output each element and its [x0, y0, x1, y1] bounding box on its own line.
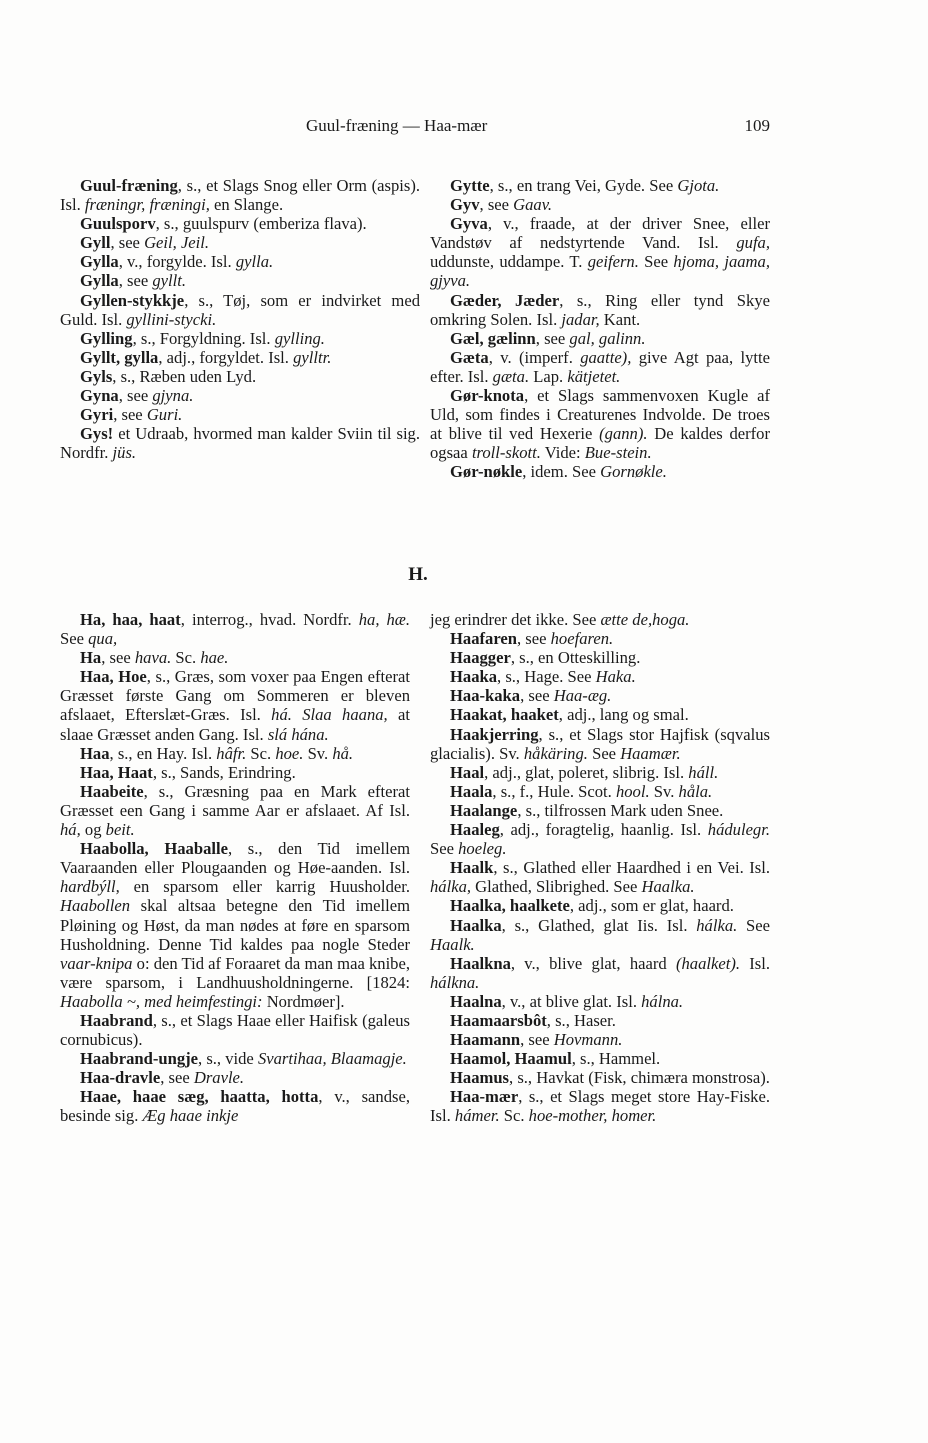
- entry-text: Kant.: [599, 309, 641, 329]
- entry-headword: Haamus: [450, 1068, 510, 1088]
- dictionary-entry: [60, 744, 410, 763]
- entry-italic: gylltr.: [293, 347, 332, 367]
- entry-text: og: [80, 820, 106, 840]
- entry-text: at slaae Græsset anden Gang. Isl.: [60, 705, 410, 744]
- entry-headword: Guul-fræning: [80, 176, 178, 195]
- dictionary-entry: [60, 1068, 410, 1087]
- entry-headword: Gyva: [450, 214, 488, 234]
- running-title: Guul-fræning — Haa-mær: [306, 116, 488, 135]
- entry-italic: Dravle.: [193, 1068, 245, 1088]
- entry-text: Lap.: [529, 366, 568, 386]
- entry-italic: hå.: [332, 743, 354, 763]
- entries-column-top-left: [60, 176, 420, 462]
- entry-italic: gufa,: [736, 233, 770, 253]
- dictionary-entry: [430, 992, 770, 1011]
- entry-italic: Haabollen: [60, 896, 131, 916]
- entry-italic: háll.: [688, 762, 719, 782]
- dictionary-entry: [430, 916, 770, 954]
- entry-headword: Gør-knota: [450, 386, 525, 406]
- entry-text: , adj., som er glat, haard.: [569, 896, 734, 916]
- entry-italic: gyllt.: [152, 271, 187, 291]
- entry-text: , s., en trang Vei, Gyde. See: [489, 176, 678, 195]
- entry-italic: Guri.: [146, 405, 183, 425]
- entry-text: , see: [520, 1030, 554, 1050]
- dictionary-entry: [430, 629, 770, 648]
- entry-italic: hálkna.: [430, 972, 480, 992]
- entry-text: Isl.: [740, 953, 771, 973]
- dictionary-entry: [430, 1030, 770, 1049]
- entry-text: , s., vide: [198, 1049, 258, 1069]
- entry-text: De kaldes derfor ogsaa: [430, 424, 770, 463]
- dictionary-entry: [430, 386, 770, 462]
- dictionary-entry: [60, 782, 410, 839]
- entry-italic: Svartihaa, Blaamagje.: [257, 1049, 407, 1069]
- entry-text: , s., Hammel.: [571, 1049, 661, 1069]
- entry-text: , see: [118, 271, 153, 291]
- dictionary-entry: [430, 214, 770, 290]
- entry-italic: hádulegr.: [707, 820, 770, 840]
- entry-text: , s., en Otteskilling.: [510, 648, 641, 668]
- entry-italic: Gornøkle.: [600, 462, 667, 482]
- entry-headword: Gyllt, gylla: [80, 347, 159, 367]
- entry-headword: Gylla: [80, 252, 119, 272]
- page-number: 109: [744, 116, 770, 135]
- entry-headword: Gyri: [80, 405, 114, 425]
- dictionary-entry: [430, 896, 770, 915]
- entry-italic: hámer.: [454, 1106, 500, 1126]
- dictionary-entry: [60, 291, 420, 329]
- dictionary-entry: [60, 1011, 410, 1049]
- entry-headword: Haa-kaka: [450, 686, 521, 706]
- entry-headword: Gylling: [80, 328, 133, 348]
- entry-italic: Haamær.: [620, 743, 681, 763]
- entry-headword: Haabrand-ungje: [80, 1049, 199, 1069]
- entry-italic: gylling.: [274, 328, 325, 348]
- entry-italic: Gjota.: [677, 176, 720, 195]
- entry-italic: kätjetet.: [567, 366, 621, 386]
- entry-headword: Haa-mær: [450, 1087, 519, 1107]
- entry-headword: Haakat, haaket: [450, 705, 559, 725]
- entry-text: , v., fraade, at der driver Snee, eller Vandstøv af nedstyrtende Vand. Isl.: [430, 214, 770, 253]
- dictionary-entry: [430, 954, 770, 992]
- dictionary-entry: [430, 1011, 770, 1030]
- dictionary-entry: [60, 667, 410, 743]
- entry-italic: gaatte),: [580, 347, 632, 367]
- entry-italic: Æg haae inkje: [142, 1106, 239, 1126]
- entry-text: , adj., forgyldet. Isl.: [158, 347, 294, 367]
- dictionary-entry: [60, 763, 410, 782]
- dictionary-entry: [430, 820, 770, 858]
- entry-text: , s., Hage. See: [497, 667, 596, 687]
- dictionary-entry: [60, 176, 420, 214]
- entry-text: skal altsaa betegne den Tid imellem Pløining og Høst, da man nødes at føre en sparsom Husholdning. Denne Tid kaldes paa nogle Steder: [60, 896, 410, 954]
- entry-text: , idem. See: [522, 462, 601, 482]
- entry-headword: Ha, haa, haat: [80, 610, 181, 629]
- entry-headword: Haafaren: [450, 629, 517, 649]
- entry-text: , see: [160, 1068, 194, 1088]
- entry-italic: hardbýll,: [60, 877, 120, 897]
- dictionary-entry: [430, 648, 770, 667]
- entry-text: give Agt paa, lytte efter. Isl.: [430, 347, 770, 386]
- dictionary-entry: [430, 801, 770, 820]
- entry-text: , v. (imperf.: [488, 347, 581, 367]
- entry-text: , s., Haser.: [546, 1010, 616, 1030]
- entry-italic: Hovmann.: [553, 1030, 623, 1050]
- entry-italic: qua,: [88, 629, 118, 649]
- entry-text: Sc.: [171, 648, 201, 668]
- entry-text: , s., Ring eller tynd Skye omkring Solen. Isl.: [430, 290, 770, 329]
- entry-text: , et Slags sammenvoxen Kugle af Uld, som findes i Creaturenes Indvolde. De troes at blive til ved Hexerie: [430, 386, 770, 444]
- entry-headword: Haal: [450, 762, 485, 782]
- entry-headword: Gyv: [450, 195, 480, 215]
- dictionary-entry: [60, 271, 420, 290]
- dictionary-entry: [60, 424, 420, 462]
- dictionary-entry: [60, 214, 420, 233]
- entry-italic: gyllini-stycki.: [126, 309, 217, 329]
- entry-text: See: [737, 915, 771, 935]
- entry-text: , s., Tøj, som er indvirket med Guld. Isl.: [60, 290, 420, 329]
- dictionary-entry: [430, 1068, 770, 1087]
- entry-italic: hoeleg.: [458, 839, 507, 859]
- entry-text: Sv.: [303, 743, 333, 763]
- dictionary-entry: [430, 195, 770, 214]
- entry-italic: hoe.: [275, 743, 304, 763]
- entry-italic: hool.: [615, 781, 650, 801]
- entry-italic: Haabolla ~, med heimfestingi:: [60, 991, 263, 1011]
- entry-text: , adj., lang og smal.: [558, 705, 689, 725]
- entry-italic: há,: [60, 820, 81, 840]
- entry-text: , s., den Tid imellem Vaaraanden eller Plougaanden og Høe-aanden. Isl.: [60, 839, 410, 878]
- entry-text: , v., sandse, besinde sig.: [60, 1087, 410, 1126]
- entry-text: , s., guulspurv (emberiza flava).: [155, 214, 367, 234]
- entry-text: Sc.: [246, 743, 276, 763]
- section-letter: H.: [408, 564, 428, 585]
- entry-text: , s., Sands, Erindring.: [152, 762, 296, 782]
- entry-italic: Bue-stein.: [584, 443, 652, 463]
- entry-headword: Haabolla, Haaballe: [80, 839, 228, 859]
- entry-text: , s., en Hay. Isl.: [109, 743, 217, 763]
- entry-text: , s., Forgyldning. Isl.: [132, 328, 275, 348]
- entry-text: , s., f., Hule. Scot.: [492, 781, 616, 801]
- entry-italic: jadar,: [561, 309, 600, 329]
- dictionary-entry: [60, 367, 420, 386]
- entry-text: Vide:: [540, 443, 585, 463]
- entry-text: Nordmøer].: [262, 991, 345, 1011]
- dictionary-entry: [60, 839, 410, 1011]
- entry-text: See: [587, 743, 621, 763]
- entry-headword: Gyll: [80, 233, 111, 253]
- entry-italic: hava.: [134, 648, 172, 668]
- entry-text: , s., tilfrossen Mark uden Snee.: [517, 800, 724, 820]
- entry-text: , s., et Slags meget store Hay-Fiske. Isl.: [430, 1087, 770, 1126]
- entry-text: See: [60, 629, 89, 649]
- dictionary-entry: [430, 782, 770, 801]
- entry-text: o: den Tid af Foraaret da man maa knibe, være sparsom, i Landhuusholdningerne. [1824:: [60, 953, 410, 992]
- entry-text: , adj., glat, poleret, slibrig. Isl.: [484, 762, 689, 782]
- entry-headword: Gylla: [80, 271, 119, 291]
- entry-text: et Udraab, hvormed man kalder Sviin til sig. Nordfr.: [60, 424, 420, 463]
- dictionary-entry: [430, 1087, 770, 1125]
- entry-text: Glathed, Slibrighed. See: [471, 877, 642, 897]
- entry-text: , see: [479, 195, 514, 215]
- entry-text: , s., et Slags Haae eller Haifisk (galeus cornubicus).: [60, 1010, 410, 1050]
- dictionary-entry: [430, 705, 770, 724]
- entry-italic: hoe-mother, homer.: [528, 1106, 657, 1126]
- dictionary-entry: [430, 291, 770, 329]
- entry-headword: Haa, Haat: [80, 762, 153, 782]
- entry-headword: Haalna: [450, 991, 502, 1011]
- dictionary-entry: [60, 386, 420, 405]
- entries-column-bottom-right: [430, 610, 770, 1126]
- entry-italic: hjoma, jaama, gjyva.: [430, 252, 770, 291]
- entry-text: uddunste, uddampe. T.: [430, 252, 588, 272]
- entry-italic: håla.: [678, 781, 713, 801]
- entry-italic: fræningr, fræningi,: [84, 195, 210, 215]
- entry-headword: Haalka: [450, 915, 502, 935]
- dictionary-entry: [430, 462, 770, 481]
- dictionary-entry: [60, 405, 420, 424]
- entry-italic: gjyna.: [152, 386, 194, 406]
- entry-headword: Haae, haae sæg, haatta, hotta: [80, 1087, 319, 1107]
- dictionary-entry: [430, 348, 770, 386]
- entry-italic: Haka.: [595, 667, 636, 687]
- dictionary-entry: [430, 610, 770, 629]
- dictionary-entry: [60, 348, 420, 367]
- entry-italic: geifern.: [587, 252, 639, 272]
- entry-italic: hálka,: [430, 877, 472, 897]
- entry-headword: Haakjerring: [450, 724, 539, 744]
- entry-italic: jüs.: [112, 443, 137, 463]
- dictionary-entry: [430, 686, 770, 705]
- entry-headword: Haalkna: [450, 953, 511, 973]
- entry-headword: Haalk: [450, 858, 494, 878]
- entry-headword: Haalka, haalkete: [450, 896, 570, 916]
- entry-headword: Haa: [80, 743, 110, 763]
- entry-text: Sc.: [499, 1106, 529, 1126]
- entry-headword: Gyna: [80, 386, 119, 406]
- entry-text: , see: [101, 648, 135, 668]
- entry-headword: Haamann: [450, 1030, 521, 1050]
- entry-headword: Gyls: [80, 366, 113, 386]
- entry-text: en Slange.: [209, 195, 284, 215]
- entry-italic: hâfr.: [216, 743, 247, 763]
- dictionary-entry: [60, 1087, 410, 1125]
- entry-headword: Gæder, Jæder: [450, 290, 560, 310]
- dictionary-entry: [430, 176, 770, 195]
- entry-text: See: [430, 839, 459, 859]
- entry-text: Sv.: [649, 781, 679, 801]
- entry-text: , see: [110, 233, 145, 253]
- entry-headword: Haala: [450, 781, 493, 801]
- entry-text: , see: [118, 386, 153, 406]
- entry-headword: Gør-nøkle: [450, 462, 523, 482]
- dictionary-entry: [430, 763, 770, 782]
- dictionary-entry: [60, 329, 420, 348]
- entry-italic: hálna.: [641, 991, 684, 1011]
- entry-text: See: [638, 252, 674, 272]
- entry-italic: hoga.: [652, 610, 690, 629]
- entry-text: , v., blive glat, haard: [510, 953, 676, 973]
- entry-text: , interrog., hvad. Nordfr.: [180, 610, 359, 629]
- dictionary-entry: [60, 1049, 410, 1068]
- dictionary-entry: [60, 233, 420, 252]
- dictionary-entry: [430, 667, 770, 686]
- entry-italic: ha, hæ.: [358, 610, 411, 629]
- entries-column-top-right: [430, 176, 770, 482]
- dictionary-entry: [60, 610, 410, 648]
- entry-text: , s., Havkat (Fisk, chimæra monstrosa).: [509, 1068, 770, 1088]
- entry-headword: Haagger: [450, 648, 511, 668]
- entry-italic: beit.: [105, 820, 135, 840]
- entry-headword: Haaleg: [450, 820, 500, 840]
- entry-italic: ætte de,: [600, 610, 653, 629]
- entry-italic: gylla.: [235, 252, 274, 272]
- entry-text: , v., forgylde. Isl.: [118, 252, 236, 272]
- entry-headword: Guulsporv: [80, 214, 156, 234]
- entry-italic: Haa-æg.: [553, 686, 612, 706]
- entry-italic: Haalka.: [641, 877, 695, 897]
- entry-italic: Haalk.: [430, 934, 475, 954]
- entry-text: en sparsom eller karrig Huusholder.: [119, 877, 410, 897]
- entry-italic: håkäring.: [523, 743, 588, 763]
- entry-text: , s., et Slags Snog eller Orm (aspis). Isl.: [60, 176, 420, 215]
- entry-headword: Haa-dravle: [80, 1068, 161, 1088]
- entry-text: , s., Glathed eller Haardhed i en Vei. Isl.: [493, 858, 770, 878]
- entry-italic: hae.: [200, 648, 229, 668]
- entry-headword: Gys!: [80, 424, 114, 444]
- entry-italic: troll-skott.: [471, 443, 541, 463]
- dictionary-entry: [430, 329, 770, 348]
- entry-headword: Haalange: [450, 800, 518, 820]
- entry-italic: hálka.: [696, 915, 738, 935]
- entry-text: , see: [516, 629, 551, 649]
- entry-text: jeg erindrer det ikke. See: [430, 610, 601, 629]
- entry-italic: slá hána.: [267, 724, 329, 744]
- entry-headword: Haaka: [450, 667, 498, 687]
- entry-italic: hoefaren.: [550, 629, 614, 649]
- entry-headword: Haamaarsbôt: [450, 1010, 547, 1030]
- entry-headword: Haamol, Haamul: [450, 1049, 572, 1069]
- entry-text: , see: [520, 686, 554, 706]
- entry-text: , see: [113, 405, 147, 425]
- dictionary-entry: [430, 725, 770, 763]
- entry-text: , s., Ræben uden Lyd.: [112, 366, 257, 386]
- entry-text: , s., Græs, som voxer paa Engen efterat Græsset første Gang om Sommeren er bleven afslaaet, Efterslæt-Græs. Isl.: [60, 667, 410, 725]
- entry-headword: Gytte: [450, 176, 490, 195]
- entry-italic: gæta.: [492, 366, 530, 386]
- entry-headword: Ha: [80, 648, 102, 668]
- dictionary-entry: [60, 252, 420, 271]
- entry-text: , adj., foragtelig, haanlig. Isl.: [499, 820, 708, 840]
- entry-italic: Geil, Jeil.: [144, 233, 210, 253]
- entry-headword: Gæl, gælinn: [450, 328, 536, 348]
- entry-text: , v., at blive glat. Isl.: [501, 991, 642, 1011]
- entry-italic: Gaav.: [513, 195, 553, 215]
- entry-text: , see: [535, 328, 570, 348]
- page-header: [80, 116, 770, 140]
- entries-column-bottom-left: [60, 610, 410, 1126]
- entry-italic: gal, galinn.: [569, 328, 646, 348]
- entry-headword: Gæta: [450, 347, 489, 367]
- entry-headword: Gyllen-stykkje: [80, 290, 185, 310]
- entry-italic: (gann).: [599, 424, 648, 444]
- entry-italic: há. Slaa haana,: [271, 705, 388, 725]
- entry-text: , s., Græsning paa en Mark efterat Græsset een Gang i samme Aar er afslaaet. Af Isl.: [60, 781, 410, 820]
- dictionary-entry: [430, 858, 770, 896]
- entry-text: , s., et Slags stor Hajfisk (sqvalus glacialis). Sv.: [430, 724, 770, 763]
- dictionary-entry: [60, 648, 410, 667]
- entry-headword: Haabeite: [80, 781, 144, 801]
- entry-text: , s., Glathed, glat Iis. Isl.: [501, 915, 697, 935]
- entry-italic: vaar-knipa: [60, 953, 133, 973]
- entry-headword: Haa, Hoe: [80, 667, 147, 687]
- entry-headword: Haabrand: [80, 1010, 153, 1030]
- entry-italic: (haalket).: [675, 953, 740, 973]
- dictionary-entry: [430, 1049, 770, 1068]
